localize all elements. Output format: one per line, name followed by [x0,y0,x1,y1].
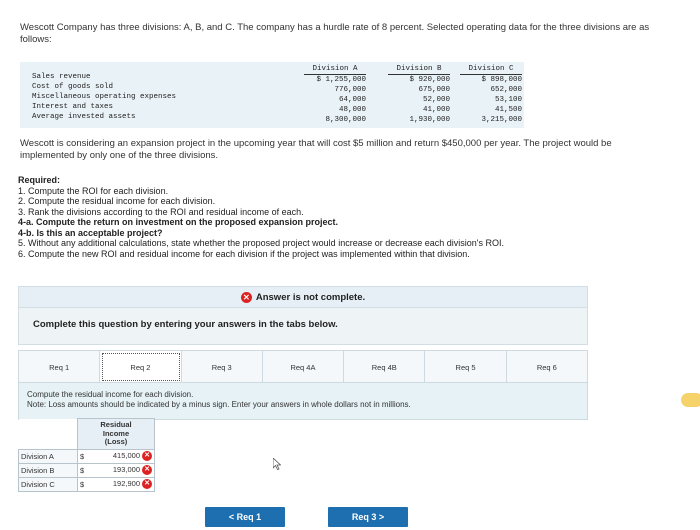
division-b-value: 1,930,000 [409,116,450,124]
required-item: 4-b. Is this an acceptable project? [18,227,163,238]
project-paragraph: Wescott is considering an expansion project in the upcoming year that will cost $5 million and return $450,000 per year. The project would be implemented by only one of the three divisions. [20,138,612,161]
division-b-header: Division B [388,64,450,75]
mouse-cursor-icon [273,458,281,470]
residual-income-table [18,418,155,492]
currency-sign: $ [78,477,91,491]
division-c-column [460,64,522,125]
x-circle-icon: ✕ [241,292,252,303]
residual-income-input-b[interactable] [90,463,155,477]
division-c-header: Division C [460,64,522,75]
required-item: 4-a. Compute the return on investment on the proposed expansion project. [18,217,339,227]
table-row [19,449,155,463]
division-c-value: 652,000 [490,86,522,94]
input-value: 193,000 [112,464,140,474]
help-badge[interactable] [681,393,700,407]
currency-sign: $ [78,463,91,477]
division-c-value: 41,500 [494,106,522,114]
empty-header-cell [19,419,78,450]
residual-income-input-c[interactable] [90,477,155,491]
intro-text: Wescott Company has three divisions: A, B, and C. The company has a hurdle rate of 8 percent. Selected operating data for the three divisions are as follows: [20,22,650,45]
division-a-value: 48,000 [338,106,366,114]
header-line: Income [102,428,130,438]
tab-req-4b[interactable]: Req 4B [344,351,425,383]
table-row [19,463,155,477]
instruction-line: Compute the residual income for each division. [27,390,194,399]
tab-req-1[interactable]: Req 1 [19,351,100,383]
required-item: 3. Rank the divisions according to the ROI and residual income of each. [18,206,304,217]
tab-req-2[interactable]: Req 2 [100,351,181,383]
complete-question-text: Complete this question by entering your answers in the tabs below. [33,319,338,330]
division-b-value: 52,000 [422,96,450,104]
division-a-value: $ 1,255,000 [316,76,366,84]
division-c-value: 53,100 [494,96,522,104]
required-item: 5. Without any additional calculations, state whether the proposed project would increase or decrease each division's ROI. [18,238,504,248]
req-instructions [18,382,588,420]
residual-income-header [78,419,155,450]
answer-status-bar [18,286,588,308]
division-a-value: 64,000 [338,96,366,104]
residual-income-input-a[interactable] [90,449,155,463]
row-label: Average invested assets [32,113,136,121]
division-b-column [388,64,450,125]
required-list [18,175,658,259]
row-label: Sales revenue [32,73,91,81]
division-label: Division C [19,477,78,491]
header-line: (Loss) [104,437,128,446]
input-value: 415,000 [112,450,140,460]
required-item: 6. Compute the new ROI and residual income for each division if the project was implemented within that division. [18,248,470,259]
row-label: Interest and taxes [32,103,114,111]
division-b-value: 41,000 [422,106,450,114]
next-req-button[interactable]: Req 3 > [328,507,408,527]
header-line: Residual [100,420,132,429]
incorrect-icon: ✕ [142,465,152,475]
tab-req-4a[interactable]: Req 4A [263,351,344,383]
division-b-value: $ 920,000 [409,76,450,84]
division-a-column [304,64,366,125]
incorrect-icon: ✕ [142,479,152,489]
required-title: Required: [18,175,61,185]
instruction-panel [18,307,588,345]
division-a-header: Division A [304,64,366,75]
currency-sign: $ [78,449,91,463]
tab-req-3[interactable]: Req 3 [182,351,263,383]
input-value: 192,900 [112,478,140,488]
division-data-table [20,62,524,128]
required-item: 1. Compute the ROI for each division. [18,185,169,196]
incorrect-icon: ✕ [142,451,152,461]
requirement-tabs [18,350,588,384]
prev-req-button[interactable]: < Req 1 [205,507,285,527]
division-a-value: 776,000 [334,86,366,94]
division-b-value: 675,000 [418,86,450,94]
division-c-value: 3,215,000 [481,116,522,124]
division-a-value: 8,300,000 [325,116,366,124]
row-label: Cost of goods sold [32,83,114,91]
row-label: Miscellaneous operating expenses [32,93,177,101]
tab-req-5[interactable]: Req 5 [425,351,506,383]
table-row [19,477,155,491]
tab-req-6[interactable]: Req 6 [507,351,587,383]
instruction-note: Note: Loss amounts should be indicated by a minus sign. Enter your answers in whole dollars not in millions. [27,400,411,409]
answer-status-text: Answer is not complete. [255,291,366,303]
required-item: 2. Compute the residual income for each division. [18,196,216,206]
division-c-value: $ 898,000 [481,76,522,84]
division-label: Division B [19,463,78,477]
division-label: Division A [19,449,78,463]
row-labels [32,72,176,122]
